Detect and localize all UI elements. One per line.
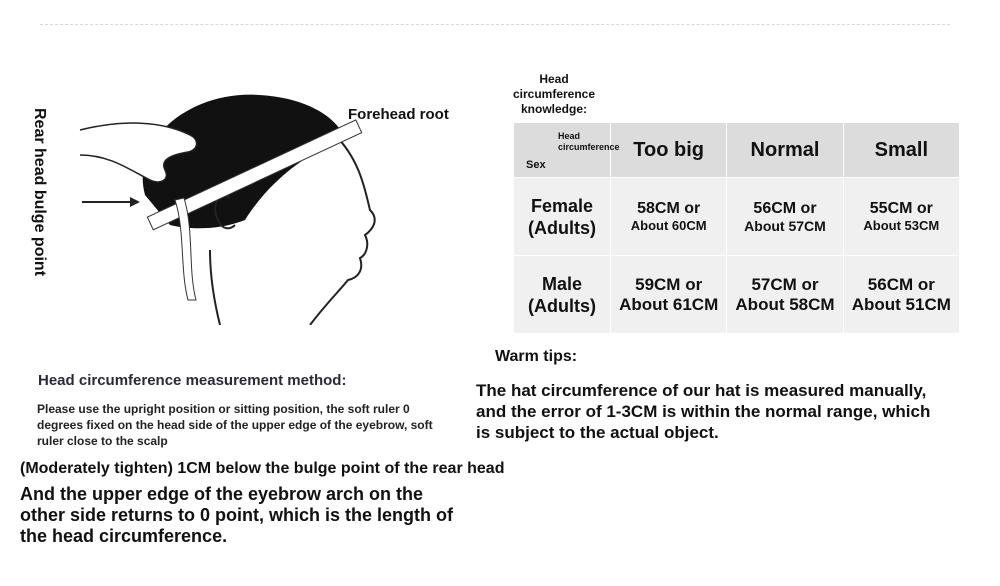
final-text: And the upper edge of the eyebrow arch on the other side returns to 0 point, which is the length of the head circumference.: [20, 484, 454, 546]
sex-qualifier: (Adults): [528, 295, 596, 316]
value-cell: [611, 178, 727, 256]
top-divider: [40, 24, 950, 25]
value-cell: [611, 256, 727, 334]
value-sub: About 53CM: [863, 218, 940, 233]
column-header-too-big: Too big: [611, 123, 727, 178]
method-text: Please use the upright position or sitting position, the soft ruler 0 degrees fixed on the head side of the upper edge of the eyebrow, soft ruler close to the scalp: [37, 402, 433, 448]
sex-cell-male: [514, 256, 611, 334]
warm-tips-title: Warm tips:: [495, 348, 578, 365]
value-sub: About 61CM: [619, 294, 719, 314]
table-header-row: [514, 123, 960, 178]
value-main: 59CM or: [635, 274, 703, 294]
value-sub: About 51CM: [851, 294, 951, 314]
rear-head-label: Rear head bulge point: [31, 108, 48, 277]
value-cell: [843, 256, 959, 334]
sex-qualifier: (Adults): [528, 217, 596, 238]
value-cell: [727, 256, 843, 334]
neck-outline: [210, 250, 220, 325]
value-main: 57CM or: [751, 274, 819, 294]
table-caption: Head circumference knowledge:: [512, 72, 596, 116]
table-row-male: [514, 256, 960, 334]
value-main: 55CM or: [869, 200, 933, 217]
table-row-female: [514, 178, 960, 256]
value-sub: About 58CM: [735, 294, 835, 314]
value-main: 58CM or: [637, 200, 701, 217]
corner-sex-label: Sex: [526, 159, 546, 171]
value-sub: About 60CM: [630, 218, 707, 233]
value-sub: About 57CM: [744, 217, 826, 234]
sex-cell-female: [514, 178, 611, 256]
value-main: 56CM or: [867, 274, 935, 294]
method-title: Head circumference measurement method:: [38, 372, 347, 389]
column-header-small: Small: [843, 123, 959, 178]
corner-cell: [514, 123, 620, 178]
value-main: 56CM or: [753, 199, 817, 217]
value-cell: [843, 178, 959, 256]
pointer-arrow-head: [130, 197, 140, 207]
corner-head-label: Head circumference: [558, 131, 620, 152]
column-header-normal: Normal: [727, 123, 843, 178]
forehead-root-label: Forehead root: [348, 106, 449, 123]
value-cell: [727, 178, 843, 256]
warm-tips-text: The hat circumference of our hat is measured manually, and the error of 1-3CM is within the normal range, which is subject to the actual object.: [476, 381, 931, 442]
sex-label: Female: [530, 195, 594, 216]
face-outline: [310, 135, 375, 325]
tighten-text: (Moderately tighten) 1CM below the bulge point of the rear head: [20, 460, 505, 477]
sex-label: Male: [541, 273, 583, 294]
size-table: [513, 122, 960, 334]
